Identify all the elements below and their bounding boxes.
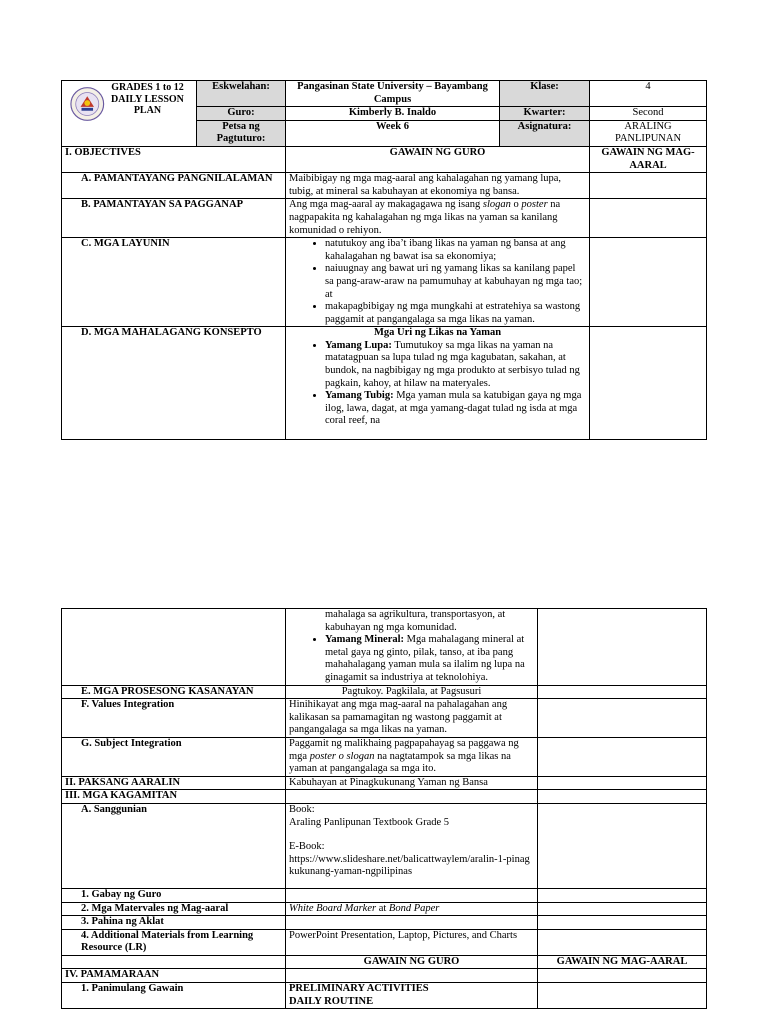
student-cell: [538, 685, 707, 699]
eskwelahan-value: Pangasinan State University – Bayambang Campus: [286, 81, 500, 107]
tubig-continued-text: mahalaga sa agrikultura, transportasyon, at kabuhayan ng mga komunidad.: [325, 609, 506, 633]
petsa-label: Petsa ng Pagtuturo:: [197, 120, 286, 146]
book-title: Araling Panlipunan Textbook Grade 5: [289, 816, 450, 828]
student-cell: [590, 173, 707, 199]
paksang-aaralin-label: II. PAKSANG AARALIN: [62, 776, 286, 790]
student-cell: [590, 199, 707, 238]
asignatura-label: Asignatura:: [500, 120, 590, 146]
sanggunian-label: A. Sanggunian: [62, 803, 286, 888]
guro-value: Kimberly B. Inaldo: [286, 107, 500, 121]
paksang-aaralin-text: Kabuhayan at Pinagkukunang Yaman ng Bansa: [286, 776, 538, 790]
gawain-guro-heading: GAWAIN NG GURO: [286, 146, 590, 172]
daily-routine: DAILY ROUTINE: [289, 995, 374, 1007]
konsepto-heading: Mga Uri ng Likas na Yaman: [373, 327, 502, 339]
lesson-plan-table-page-1: [61, 80, 707, 440]
student-cell: [538, 916, 707, 930]
konsepto-item: • Yamang Mineral: Mga mahalagang mineral at metal gaya ng ginto, pilak, tanso, at iba pang mahahalagang yaman mula sa ilalim ng lupa na ginagamit sa industriya at teknolohiya.: [325, 634, 534, 684]
pamantayang-pangnilalaman-label: A. PAMANTAYANG PANGNILALAMAN: [62, 173, 286, 199]
pahina-ng-aklat-label: 3. Pahina ng Aklat: [62, 916, 286, 930]
preliminary-activities: PRELIMINARY ACTIVITIES: [289, 983, 429, 995]
student-cell: [538, 803, 707, 888]
student-cell: [538, 790, 707, 804]
prosesong-kasanayan-label: E. MGA PROSESONG KASANAYAN: [62, 685, 286, 699]
student-cell: [538, 737, 707, 776]
plan-title-line-2: DAILY LESSON: [111, 93, 184, 105]
konsepto-item: • Yamang Lupa: Tumutukoy sa mga likas na yaman na matatagpuan sa lupa tulad ng mga kagubatan, sakahan, at bundok, na nagbibigay ng mga produkto at serbisyo tulad ng pagkain, kahoy, at hilaw na materyales.: [325, 340, 586, 390]
pamantayan-sa-pagganap-text: Ang mga mag-aaral ay makagagawa ng isang slogan o poster na nagpapakita ng kahalagahan ng mga likas na yaman sa kanilang komunidad o rehiyon.: [286, 199, 590, 238]
subject-integration-label: G. Subject Integration: [62, 737, 286, 776]
kwarter-label: Kwarter:: [500, 107, 590, 121]
header-logo-cell: [62, 81, 197, 147]
additional-materials-label: 4. Additional Materials from Learning Resource (LR): [62, 929, 286, 955]
klase-label: Klase:: [500, 81, 590, 107]
student-cell: [538, 902, 707, 916]
sanggunian-text: [286, 803, 538, 888]
konsepto-item: • Yamang Tubig: Mga yaman mula sa katubigan gaya ng mga ilog, lawa, dagat, at mga yamang-dagat tulad ng isda at mga coral reef, na: [325, 390, 586, 428]
student-cell: [538, 776, 707, 790]
book-label: Book:: [289, 803, 315, 815]
gawain-magaaral-heading: GAWAIN NG MAG-AARAL: [538, 955, 707, 969]
plan-title-line-1: GRADES 1 to 12: [111, 82, 184, 93]
petsa-value: Week 6: [286, 120, 500, 146]
mga-layunin-list: [286, 238, 590, 327]
empty-label-cell: [62, 609, 286, 686]
gawain-guro-heading: GAWAIN NG GURO: [286, 955, 538, 969]
layunin-item: • natutukoy ang iba’t ibang likas na yaman ng bansa at ang kahalagahan ng bawat isa sa ekonomiya;: [325, 238, 586, 263]
student-cell: [538, 983, 707, 1009]
klase-value: 4: [590, 81, 707, 107]
gawain-magaaral-heading: GAWAIN NG MAG-AARAL: [590, 146, 707, 172]
pamantayang-pangnilalaman-text: Maibibigay ng mga mag-aaral ang kahalagahan ng yamang lupa, tubig, at mineral sa kabuhayan at ekonomiya ng bansa.: [286, 173, 590, 199]
values-integration-label: F. Values Integration: [62, 699, 286, 738]
mahalagang-konsepto-content: [286, 327, 590, 440]
mga-layunin-label: C. MGA LAYUNIN: [62, 238, 286, 327]
ebook-url: https://www.slideshare.net/balicattwaylem/aralin-1-pinagkukunang-yaman-ngpilipinas: [289, 853, 530, 878]
mahalagang-konsepto-label: D. MGA MAHALAGANG KONSEPTO: [62, 327, 286, 440]
kwarter-value: Second: [590, 107, 707, 121]
student-cell: [538, 699, 707, 738]
student-cell: [538, 929, 707, 955]
additional-materials-text: PowerPoint Presentation, Laptop, Pictures, and Charts: [286, 929, 538, 955]
student-cell: [538, 609, 707, 686]
guro-label: Guro:: [197, 107, 286, 121]
gabay-ng-guro-label: 1. Gabay ng Guro: [62, 888, 286, 902]
student-cell: [590, 238, 707, 327]
prosesong-kasanayan-text: Pagtukoy. Pagkilala, at Pagsusuri: [286, 685, 538, 699]
pamantayan-sa-pagganap-label: B. PAMANTAYAN SA PAGGANAP: [62, 199, 286, 238]
panimulang-gawain-text: [286, 983, 538, 1009]
asignatura-value: ARALING PANLIPUNAN: [590, 120, 707, 146]
objectives-heading: I. OBJECTIVES: [62, 146, 286, 172]
empty-cell: [286, 790, 538, 804]
plan-title-line-3: PLAN: [133, 105, 162, 116]
layunin-item: • makapagbibigay ng mga mungkahi at estratehiya sa wastong paggamit at pangangalaga sa mga likas na yaman.: [325, 301, 586, 326]
lesson-plan-table-page-2: [61, 608, 707, 1009]
mga-kagamitan-label: III. MGA KAGAMITAN: [62, 790, 286, 804]
layunin-item: • naiuugnay ang bawat uri ng yamang likas sa kanilang papel sa pang-araw-araw na pamumuhay at kabuhayan ng mga tao; at: [325, 263, 586, 301]
values-integration-text: Hinihikayat ang mga mag-aaral na pahalagahan ang kalikasan sa pamamagitan ng wastong paggamit at pangangalaga sa mga likas na yaman.: [286, 699, 538, 738]
empty-cell: [286, 888, 538, 902]
empty-cell: [286, 916, 538, 930]
matervales-text: White Board Marker at Bond Paper: [286, 902, 538, 916]
student-cell: [538, 969, 707, 983]
panimulang-gawain-label: 1. Panimulang Gawain: [62, 983, 286, 1009]
student-cell: [590, 327, 707, 440]
konsepto-continued: [286, 609, 538, 686]
empty-cell: [286, 969, 538, 983]
matervales-label: 2. Mga Matervales ng Mag-aaral: [62, 902, 286, 916]
empty-label-cell: [62, 955, 286, 969]
ebook-label: E-Book:: [289, 841, 325, 853]
eskwelahan-label: Eskwelahan:: [197, 81, 286, 107]
student-cell: [538, 888, 707, 902]
subject-integration-text: Paggamit ng malikhaing pagpapahayag sa paggawa ng mga poster o slogan na nagtatampok sa mga likas na yaman at pangangalaga sa mga ito.: [286, 737, 538, 776]
pamamaraan-label: IV. PAMAMARAAN: [62, 969, 286, 983]
